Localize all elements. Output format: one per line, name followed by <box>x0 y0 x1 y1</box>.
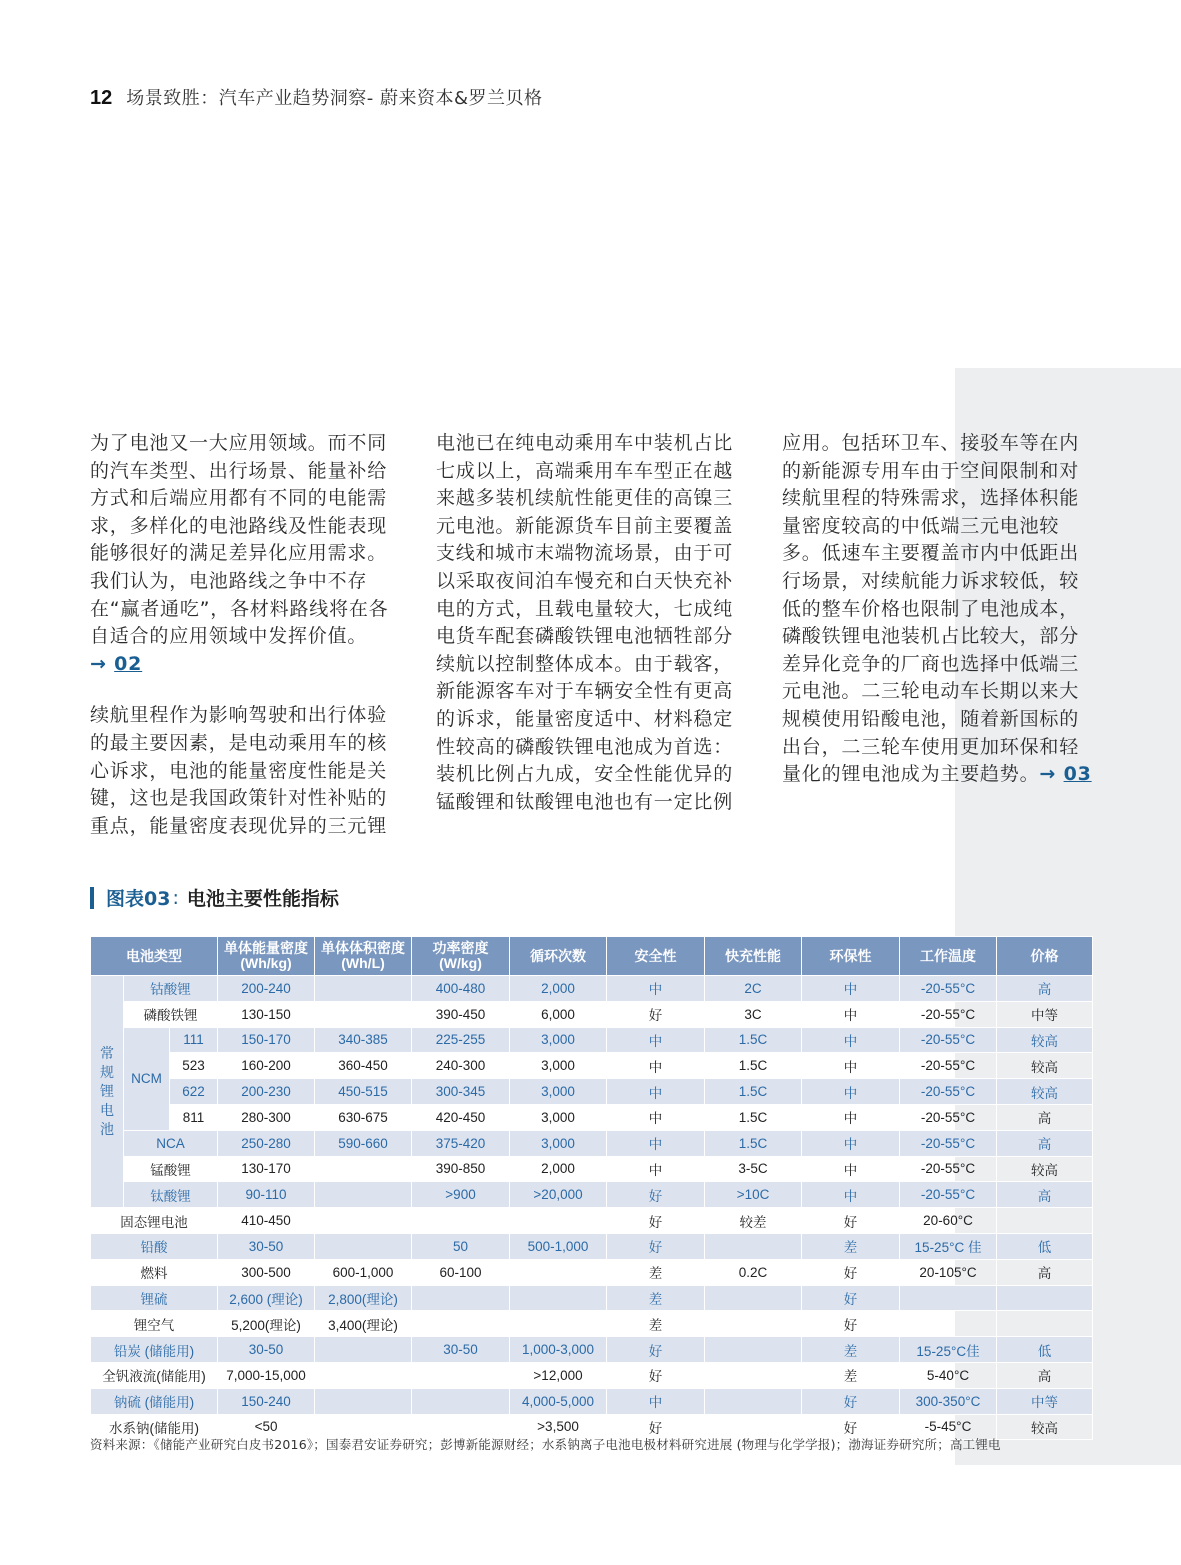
table-cell: 300-345 <box>412 1079 510 1105</box>
table-row <box>91 1001 1093 1027</box>
battery-type: 全钒液流(储能用) <box>91 1362 218 1388</box>
table-cell <box>315 1362 412 1388</box>
table-cell <box>315 1182 412 1208</box>
table-cell: 中 <box>802 1001 900 1027</box>
table-cell: 3,000 <box>510 1130 607 1156</box>
table-cell: 中 <box>802 1079 900 1105</box>
table-cell: >20,000 <box>510 1182 607 1208</box>
table-row <box>91 1208 1093 1234</box>
table-cell <box>315 1001 412 1027</box>
table-row <box>91 1414 1093 1440</box>
table-cell: 高 <box>997 1259 1093 1285</box>
table-cell: 中 <box>802 976 900 1002</box>
table-cell <box>412 1414 510 1440</box>
page-header <box>90 84 543 110</box>
table-cell: 20-60°C <box>900 1208 997 1234</box>
table-cell: 280-300 <box>218 1104 315 1130</box>
table-cell: 好 <box>607 1001 705 1027</box>
table-cell: -20-55°C <box>900 1182 997 1208</box>
battery-subtype: 523 <box>170 1053 218 1079</box>
table-cell: 0.2C <box>705 1259 802 1285</box>
table-row <box>91 1337 1093 1363</box>
table-cell <box>510 1208 607 1234</box>
table-cell: 1.5C <box>705 1079 802 1105</box>
table-cell: 差 <box>802 1233 900 1259</box>
battery-type: 锂硫 <box>91 1285 218 1311</box>
table-cell: 4,000-5,000 <box>510 1388 607 1414</box>
header-safety: 安全性 <box>607 937 705 976</box>
battery-performance-table <box>90 936 1093 1440</box>
table-cell: 3C <box>705 1001 802 1027</box>
ref-link-02[interactable]: → 02 <box>90 652 143 675</box>
table-cell <box>412 1362 510 1388</box>
table-cell: -20-55°C <box>900 1053 997 1079</box>
table-cell: 500-1,000 <box>510 1233 607 1259</box>
table-cell: 差 <box>802 1362 900 1388</box>
table-cell <box>315 1233 412 1259</box>
table-cell: 较高 <box>997 1027 1093 1053</box>
table-cell: 中 <box>607 1104 705 1130</box>
table-row <box>91 1285 1093 1311</box>
header-battery-type: 电池类型 <box>91 937 218 976</box>
table-cell <box>705 1414 802 1440</box>
table-cell: 低 <box>997 1337 1093 1363</box>
table-cell <box>997 1285 1093 1311</box>
table-cell: 好 <box>607 1414 705 1440</box>
paragraph: 为了电池又一大应用领域。而不同的汽车类型、出行场景、能量补给方式和后端应用都有不同的电能需求，多样化的电池路线及性能表现能够很好的满足差异化应用需求。我们认为，电池路线之争中不存在“赢者通吃”，各材料路线将在各自适合的应用领域中发挥价值。→ 02 <box>90 432 389 675</box>
table-cell: 3,400(理论) <box>315 1311 412 1337</box>
table-cell: 225-255 <box>412 1027 510 1053</box>
table-cell: 中 <box>607 976 705 1002</box>
table-cell: -20-55°C <box>900 976 997 1002</box>
table-cell <box>900 1311 997 1337</box>
table-cell <box>705 1388 802 1414</box>
battery-subtype: 811 <box>170 1104 218 1130</box>
table-cell: 340-385 <box>315 1027 412 1053</box>
table-cell <box>705 1285 802 1311</box>
table-cell: 高 <box>997 1362 1093 1388</box>
table-cell: -20-55°C <box>900 1104 997 1130</box>
table-cell <box>412 1388 510 1414</box>
table-header-row <box>91 937 1093 976</box>
table-cell: 中 <box>802 1053 900 1079</box>
table-cell: 240-300 <box>412 1053 510 1079</box>
table-cell: 410-450 <box>218 1208 315 1234</box>
table-cell: >12,000 <box>510 1362 607 1388</box>
table-cell <box>705 1362 802 1388</box>
table-cell: 3,000 <box>510 1079 607 1105</box>
battery-type: 固态锂电池 <box>91 1208 218 1234</box>
table-cell: 30-50 <box>218 1337 315 1363</box>
table-cell: 250-280 <box>218 1130 315 1156</box>
table-cell <box>997 1208 1093 1234</box>
header-title: 场景致胜：汽车产业趋势洞察- 蔚来资本&罗兰贝格 <box>126 88 543 109</box>
table-cell: 好 <box>607 1337 705 1363</box>
table-cell: 2C <box>705 976 802 1002</box>
paragraph: 续航里程作为影响驾驶和出行体验的最主要因素，是电动乘用车的核心诉求，电池的能量密度性能是关键，这也是我国政策针对性补贴的重点，能量密度表现优异的三元锂 <box>90 704 388 837</box>
table-row <box>91 1233 1093 1259</box>
ncm-label: NCM <box>124 1027 170 1130</box>
table-cell: 5,200(理论) <box>218 1311 315 1337</box>
battery-type: 钴酸锂 <box>124 976 218 1002</box>
table-cell: 好 <box>802 1259 900 1285</box>
paragraph: 电池已在纯电动乘用车中装机占比七成以上，高端乘用车车型正在越来越多装机续航性能更佳的高镍三元电池。新能源货车目前主要覆盖支线和城市末端物流场景，由于可以采取夜间泊车慢充和白天快充补电的方式，且载电量较大，七成纯电货车配套磷酸铁锂电池牺牲部分续航以控制整体成本。由于载客，新能源客车对于车辆安全性有更高的诉求，能量密度适中、材料稳定性较高的磷酸铁锂电池成为首选：装机比例占九成，安全性能优异的锰酸锂和钛酸锂电池也有一定比例 <box>436 432 734 813</box>
header-volume-density: 单体体积密度 (Wh/L) <box>315 937 412 976</box>
table-cell: 30-50 <box>218 1233 315 1259</box>
table-cell <box>900 1285 997 1311</box>
table-cell: 较高 <box>997 1414 1093 1440</box>
table-cell: 450-515 <box>315 1079 412 1105</box>
battery-type: 锰酸锂 <box>124 1156 218 1182</box>
header-fast-charge: 快充性能 <box>705 937 802 976</box>
table-cell: 6,000 <box>510 1001 607 1027</box>
table-cell: 3,000 <box>510 1027 607 1053</box>
table-cell: 1.5C <box>705 1130 802 1156</box>
table-row <box>91 1259 1093 1285</box>
battery-type: 磷酸铁锂 <box>124 1001 218 1027</box>
header-energy-density: 单体能量密度 (Wh/kg) <box>218 937 315 976</box>
paragraph: 应用。包括环卫车、接驳车等在内的新能源专用车由于空间限制和对续航里程的特殊需求，选择体积能量密度较高的中低端三元电池较多。低速车主要覆盖市内中低距出行场景，对续航能力诉求较低，较低的整车价格也限制了电池成本，磷酸铁锂电池装机占比较大，部分差异化竞争的厂商也选择中低端三元电池。二三轮电动车长期以来大规模使用铅酸电池，随着新国标的出台，二三轮车使用更加环保和轻量化的锂电池成为主要趋势。→ 03 <box>782 432 1092 786</box>
table-cell: 60-100 <box>412 1259 510 1285</box>
table-cell: 1,000-3,000 <box>510 1337 607 1363</box>
source-note: 资料来源：《储能产业研究白皮书2016》；国泰君安证券研究；彭博新能源财经；水系钠离子电池电极材料研究进展 (物理与化学学报)；渤海证券研究所；高工锂电 <box>90 1437 1001 1452</box>
battery-type: 铅酸 <box>91 1233 218 1259</box>
table-cell: 中 <box>607 1079 705 1105</box>
table-cell <box>315 1414 412 1440</box>
table-cell: 好 <box>802 1414 900 1440</box>
battery-type: 钠硫 (储能用) <box>91 1388 218 1414</box>
table-row <box>91 1079 1093 1105</box>
text-column-3 <box>782 430 1094 813</box>
table-cell: 375-420 <box>412 1130 510 1156</box>
table-cell: 中 <box>802 1156 900 1182</box>
table-cell: 5-40°C <box>900 1362 997 1388</box>
table-cell <box>510 1311 607 1337</box>
table-cell <box>412 1285 510 1311</box>
table-cell: 400-480 <box>412 976 510 1002</box>
table-cell: 高 <box>997 1104 1093 1130</box>
table-row <box>91 1362 1093 1388</box>
table-cell: 630-675 <box>315 1104 412 1130</box>
table-cell: 较高 <box>997 1079 1093 1105</box>
table-cell: -20-55°C <box>900 1079 997 1105</box>
table-cell: 15-25°C佳 <box>900 1337 997 1363</box>
table-cell: 中 <box>802 1182 900 1208</box>
table-cell: 中 <box>607 1156 705 1182</box>
header-cycle-count: 循环次数 <box>510 937 607 976</box>
table-cell: 中 <box>607 1027 705 1053</box>
table-cell <box>315 1337 412 1363</box>
table-cell: 中等 <box>997 1001 1093 1027</box>
battery-type: 锂空气 <box>91 1311 218 1337</box>
table-cell: 较高 <box>997 1156 1093 1182</box>
table-cell: 1.5C <box>705 1104 802 1130</box>
group-label-conventional-lithium: 常规锂电池 <box>91 976 124 1208</box>
table-row <box>91 1130 1093 1156</box>
table-cell: 2,600 (理论) <box>218 1285 315 1311</box>
table-cell: 较高 <box>997 1053 1093 1079</box>
table-cell: -20-55°C <box>900 1027 997 1053</box>
figure-separator: : <box>172 886 179 909</box>
table-cell: 好 <box>802 1388 900 1414</box>
table-cell: 420-450 <box>412 1104 510 1130</box>
page-number: 12 <box>90 87 113 109</box>
table-cell: 较差 <box>705 1208 802 1234</box>
table-cell: 130-170 <box>218 1156 315 1182</box>
table-cell: 中 <box>607 1053 705 1079</box>
table-cell <box>705 1233 802 1259</box>
table-cell: 1.5C <box>705 1027 802 1053</box>
ref-link-03[interactable]: → 03 <box>1039 763 1092 786</box>
table-row <box>91 1156 1093 1182</box>
table-cell: 390-850 <box>412 1156 510 1182</box>
table-cell: 中 <box>607 1130 705 1156</box>
table-cell: >3,500 <box>510 1414 607 1440</box>
table-cell: 高 <box>997 1182 1093 1208</box>
table-cell: 50 <box>412 1233 510 1259</box>
table-cell <box>412 1311 510 1337</box>
battery-type: NCA <box>124 1130 218 1156</box>
battery-type: 燃料 <box>91 1259 218 1285</box>
table-cell: 1.5C <box>705 1053 802 1079</box>
battery-subtype: 111 <box>170 1027 218 1053</box>
table-cell: 130-150 <box>218 1001 315 1027</box>
table-cell <box>315 1156 412 1182</box>
table-cell: 高 <box>997 976 1093 1002</box>
table-cell: 好 <box>802 1311 900 1337</box>
table-cell: 3-5C <box>705 1156 802 1182</box>
table-cell <box>997 1311 1093 1337</box>
table-cell: 7,000-15,000 <box>218 1362 315 1388</box>
table-cell <box>510 1259 607 1285</box>
table-row <box>91 976 1093 1002</box>
table-cell: 200-230 <box>218 1079 315 1105</box>
table-cell: 2,000 <box>510 1156 607 1182</box>
header-eco: 环保性 <box>802 937 900 976</box>
table-cell: 好 <box>802 1285 900 1311</box>
table-cell <box>315 976 412 1002</box>
table-cell: -20-55°C <box>900 1156 997 1182</box>
table-cell: 150-240 <box>218 1388 315 1414</box>
table-cell <box>412 1208 510 1234</box>
table-cell: 好 <box>802 1208 900 1234</box>
table-cell: 2,800(理论) <box>315 1285 412 1311</box>
table-cell <box>705 1337 802 1363</box>
table-cell: 3,000 <box>510 1053 607 1079</box>
table-cell <box>510 1285 607 1311</box>
table-cell: 差 <box>607 1311 705 1337</box>
header-price: 价格 <box>997 937 1093 976</box>
header-temperature: 工作温度 <box>900 937 997 976</box>
table-cell <box>315 1388 412 1414</box>
table-cell: 中 <box>607 1388 705 1414</box>
table-cell: 15-25°C 佳 <box>900 1233 997 1259</box>
table-cell: 3,000 <box>510 1104 607 1130</box>
table-row <box>91 1104 1093 1130</box>
table-cell: <50 <box>218 1414 315 1440</box>
text-column-1 <box>90 430 402 864</box>
table-cell: -20-55°C <box>900 1001 997 1027</box>
table-cell: 中 <box>802 1130 900 1156</box>
table-cell: 差 <box>607 1285 705 1311</box>
table-cell: 好 <box>607 1233 705 1259</box>
text-column-2 <box>436 430 748 840</box>
table-cell: 300-500 <box>218 1259 315 1285</box>
table-row <box>91 1182 1093 1208</box>
figure-name: 电池主要性能指标 <box>186 888 339 910</box>
table-cell: 高 <box>997 1130 1093 1156</box>
table-cell: 2,000 <box>510 976 607 1002</box>
table-cell: 590-660 <box>315 1130 412 1156</box>
table-cell: 90-110 <box>218 1182 315 1208</box>
table-cell: 390-450 <box>412 1001 510 1027</box>
table-cell: 20-105°C <box>900 1259 997 1285</box>
table-cell: 差 <box>802 1337 900 1363</box>
figure-title-bar <box>90 887 94 909</box>
battery-type: 水系钠(储能用) <box>91 1414 218 1440</box>
table-row <box>91 1053 1093 1079</box>
table-cell: 好 <box>607 1182 705 1208</box>
table-cell: >10C <box>705 1182 802 1208</box>
table-row <box>91 1388 1093 1414</box>
table-cell: -5-45°C <box>900 1414 997 1440</box>
table-cell: 30-50 <box>412 1337 510 1363</box>
table-cell: 中等 <box>997 1388 1093 1414</box>
battery-type: 钛酸锂 <box>124 1182 218 1208</box>
table-cell: >900 <box>412 1182 510 1208</box>
table-cell: 好 <box>607 1208 705 1234</box>
table-cell: 中 <box>802 1104 900 1130</box>
table-cell: 中 <box>802 1027 900 1053</box>
table-cell: 好 <box>607 1362 705 1388</box>
figure-title <box>90 884 339 911</box>
table-cell <box>705 1311 802 1337</box>
table-cell: 360-450 <box>315 1053 412 1079</box>
table-cell: 160-200 <box>218 1053 315 1079</box>
table-row <box>91 1027 1093 1053</box>
table-cell: 150-170 <box>218 1027 315 1053</box>
figure-label: 图表03 <box>106 888 171 910</box>
table-cell: 600-1,000 <box>315 1259 412 1285</box>
table-cell: 300-350°C <box>900 1388 997 1414</box>
table-cell: 200-240 <box>218 976 315 1002</box>
header-power-density: 功率密度 (W/kg) <box>412 937 510 976</box>
table-row <box>91 1311 1093 1337</box>
table-cell <box>315 1208 412 1234</box>
battery-subtype: 622 <box>170 1079 218 1105</box>
table-cell: 差 <box>607 1259 705 1285</box>
table-cell: -20-55°C <box>900 1130 997 1156</box>
table-cell: 低 <box>997 1233 1093 1259</box>
battery-type: 铅炭 (储能用) <box>91 1337 218 1363</box>
